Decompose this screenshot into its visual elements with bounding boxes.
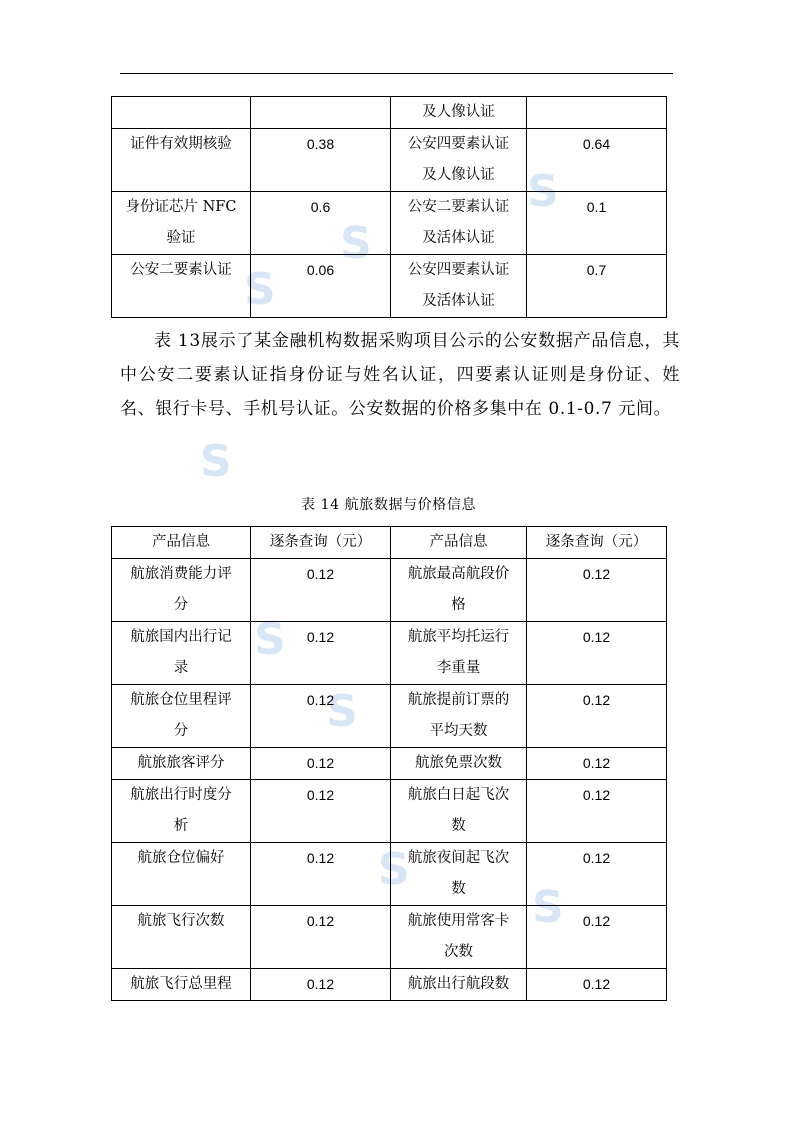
table-cell: 航旅仓位偏好	[112, 843, 251, 906]
table-cell: 航旅白日起飞次 数	[391, 780, 527, 843]
column-header: 逐条查询（元）	[527, 527, 667, 559]
column-header: 产品信息	[112, 527, 251, 559]
table-cell: 0.12	[527, 843, 667, 906]
table-cell: 证件有效期核验	[112, 129, 251, 192]
table-row	[112, 129, 667, 192]
table-cell: 0.12	[527, 622, 667, 685]
column-header: 逐条查询（元）	[251, 527, 391, 559]
table-row	[112, 622, 667, 685]
table-cell: 0.1	[527, 192, 667, 255]
table-cell: 0.38	[251, 129, 391, 192]
table-cell: 及人像认证	[391, 97, 527, 129]
table-row	[112, 559, 667, 622]
table-cell	[251, 97, 391, 129]
table-continued	[111, 96, 667, 318]
table-cell: 0.7	[527, 255, 667, 318]
table-cell: 航旅出行时度分 析	[112, 780, 251, 843]
table-row	[112, 192, 667, 255]
watermark-logo: S	[532, 882, 564, 933]
table-cell: 0.12	[527, 780, 667, 843]
watermark-logo: S	[378, 844, 410, 895]
table-cell: 0.12	[251, 622, 391, 685]
table-cell: 航旅消费能力评 分	[112, 559, 251, 622]
table-cell: 航旅旅客评分	[112, 748, 251, 780]
table-cell: 公安四要素认证 及人像认证	[391, 129, 527, 192]
table-cell	[112, 97, 251, 129]
table-cell: 航旅出行航段数	[391, 969, 527, 1001]
column-header: 产品信息	[391, 527, 527, 559]
table-cell: 航旅夜间起飞次 数	[391, 843, 527, 906]
table-caption: 表 14 航旅数据与价格信息	[300, 497, 477, 513]
table-cell: 0.12	[251, 748, 391, 780]
table-cell: 0.12	[251, 843, 391, 906]
table-cell: 航旅使用常客卡 次数	[391, 906, 527, 969]
table-cell: 航旅免票次数	[391, 748, 527, 780]
watermark-logo: S	[200, 436, 232, 487]
table-cell: 0.6	[251, 192, 391, 255]
watermark-logo: S	[326, 686, 358, 737]
table-cell: 0.12	[251, 559, 391, 622]
table-cell: 航旅平均托运行 李重量	[391, 622, 527, 685]
table-cell: 航旅飞行次数	[112, 906, 251, 969]
table-cell: 0.64	[527, 129, 667, 192]
table-header-row	[112, 527, 667, 559]
table-cell: 航旅最高航段价 格	[391, 559, 527, 622]
table-row	[112, 906, 667, 969]
table-cell: 0.12	[527, 748, 667, 780]
table-cell: 公安二要素认证	[112, 255, 251, 318]
watermark-logo: S	[340, 218, 372, 269]
table-cell: 0.12	[251, 969, 391, 1001]
paragraph-text: 表 13展示了某金融机构数据采购项目公示的公安数据产品信息，其中公安二要素认证指身份证与姓名认证，四要素认证则是身份证、姓名、银行卡号、手机号认证。公安数据的价格多集中在 0.1-0.7 元间。	[120, 331, 680, 419]
table-cell: 航旅仓位里程评 分	[112, 685, 251, 748]
table-row	[112, 843, 667, 906]
table-cell: 0.12	[251, 906, 391, 969]
watermark-logo: S	[244, 264, 276, 315]
table-cell	[527, 97, 667, 129]
table-row	[112, 97, 667, 129]
table-cell: 0.12	[251, 780, 391, 843]
watermark-logo: S	[527, 166, 559, 217]
table-row	[112, 748, 667, 780]
table-cell: 公安二要素认证 及活体认证	[391, 192, 527, 255]
header-rule	[120, 73, 673, 74]
table-cell: 航旅提前订票的 平均天数	[391, 685, 527, 748]
table-row	[112, 255, 667, 318]
table-cell: 0.12	[527, 685, 667, 748]
table-cell: 0.06	[251, 255, 391, 318]
table-cell: 0.12	[527, 906, 667, 969]
table-cell: 航旅飞行总里程	[112, 969, 251, 1001]
table-row	[112, 780, 667, 843]
table-cell: 公安四要素认证 及活体认证	[391, 255, 527, 318]
table-row	[112, 685, 667, 748]
body-paragraph	[120, 324, 680, 426]
table-cell: 身份证芯片 NFC 验证	[112, 192, 251, 255]
table-14	[111, 526, 667, 1001]
table-cell: 0.12	[527, 559, 667, 622]
table-cell: 0.12	[251, 685, 391, 748]
table-cell: 航旅国内出行记 录	[112, 622, 251, 685]
watermark-logo: S	[254, 614, 286, 665]
table-cell: 0.12	[527, 969, 667, 1001]
table-row	[112, 969, 667, 1001]
